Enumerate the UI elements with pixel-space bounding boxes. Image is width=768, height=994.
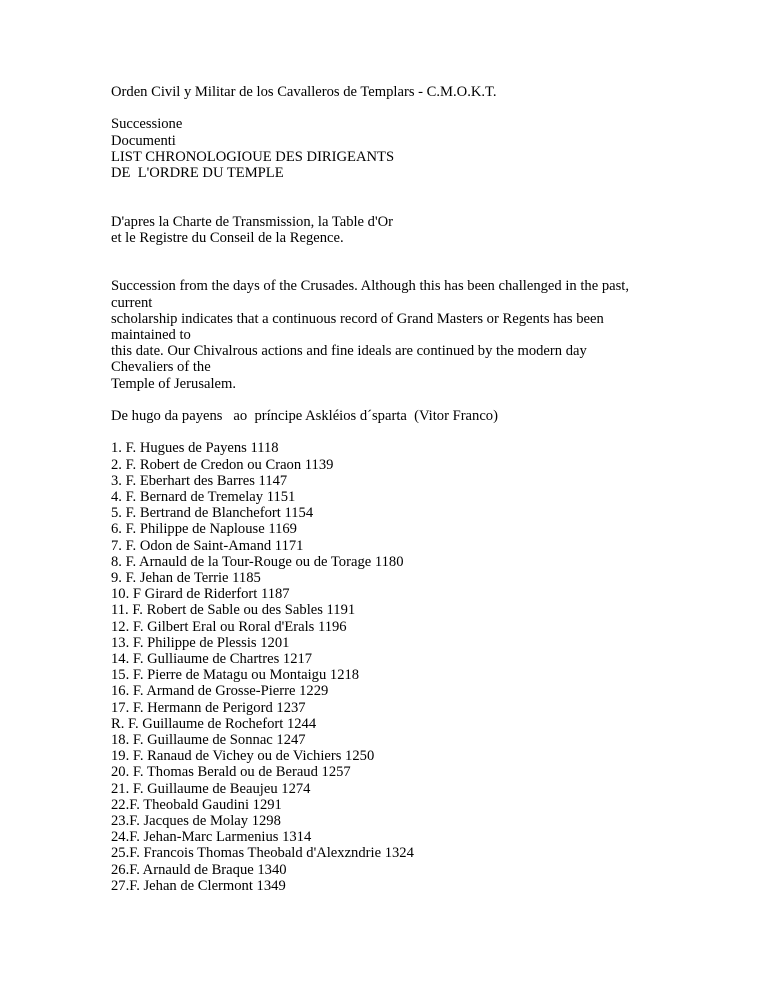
source-line: D'apres la Charte de Transmission, la Table d'Or <box>111 213 394 230</box>
spacer <box>111 246 651 278</box>
document-title: Orden Civil y Militar de los Cavalleros de Templars - C.M.O.K.T. <box>111 84 497 100</box>
list-item: 18. F. Guillaume de Sonnac 1247 <box>111 732 306 749</box>
list-item: 13. F. Philippe de Plessis 1201 <box>111 634 290 651</box>
list-item: 3. F. Eberhart des Barres 1147 <box>111 472 288 489</box>
list-item: 1. F. Hugues de Payens 1118 <box>111 440 279 457</box>
heading-line: DE L'ORDRE DU TEMPLE <box>111 165 284 181</box>
paragraph-line: Succession from the days of the Crusades. Although this has been challenged in the past, current <box>111 278 629 311</box>
list-item: 25.F. Francois Thomas Theobald d'Alexzndrie 1324 <box>111 845 414 862</box>
list-item: 10. F Girard de Riderfort 1187 <box>111 586 290 603</box>
source-line: et le Registre du Conseil de la Regence. <box>111 229 344 246</box>
list-item: 4. F. Bernard de Tremelay 1151 <box>111 489 296 505</box>
heading-line: LIST CHRONOLOGIOUE DES DIRIGEANTS <box>111 148 395 165</box>
spacer <box>111 392 651 408</box>
list-item: 22.F. Theobald Gaudini 1291 <box>111 796 282 813</box>
list-item: 2. F. Robert de Credon ou Craon 1139 <box>111 456 334 473</box>
list-item: R. F. Guillaume de Rochefort 1244 <box>111 715 317 732</box>
list-item: 20. F. Thomas Berald ou de Beraud 1257 <box>111 764 351 781</box>
list-item: 7. F. Odon de Saint-Amand 1171 <box>111 537 304 554</box>
source-block <box>111 214 651 246</box>
paragraph-line: Temple of Jerusalem. <box>111 375 237 392</box>
spacer <box>111 424 651 440</box>
list-item: 21. F. Guillaume de Beaujeu 1274 <box>111 780 311 797</box>
heading-block <box>111 116 651 181</box>
list-item: 19. F. Ranaud de Vichey ou de Vichiers 1250 <box>111 748 375 765</box>
heading-line: Successione <box>111 116 183 133</box>
list-item: 12. F. Gilbert Eral ou Roral d'Erals 1196 <box>111 618 347 635</box>
list-item: 16. F. Armand de Grosse-Pierre 1229 <box>111 683 329 700</box>
succession-paragraph <box>111 278 651 391</box>
list-item: 9. F. Jehan de Terrie 1185 <box>111 570 261 587</box>
list-item: 5. F. Bertrand de Blanchefort 1154 <box>111 505 314 522</box>
grand-masters-list <box>111 440 651 894</box>
list-item: 11. F. Robert de Sable ou des Sables 1191 <box>111 602 356 619</box>
list-item: 14. F. Gulliaume de Chartres 1217 <box>111 651 313 668</box>
list-item: 17. F. Hermann de Perigord 1237 <box>111 699 306 716</box>
paragraph-line: this date. Our Chivalrous actions and fine ideals are continued by the modern day Chevaliers of the <box>111 343 587 376</box>
list-item: 15. F. Pierre de Matagu ou Montaigu 1218 <box>111 667 360 684</box>
list-item: 23.F. Jacques de Molay 1298 <box>111 813 281 830</box>
list-item: 6. F. Philippe de Naplouse 1169 <box>111 521 297 538</box>
list-item: 24.F. Jehan-Marc Larmenius 1314 <box>111 829 312 846</box>
heading-line: Documenti <box>111 132 176 149</box>
document-page <box>111 84 651 894</box>
spacer <box>111 181 651 213</box>
spacer <box>111 100 651 116</box>
list-item: 8. F. Arnauld de la Tour-Rouge ou de Torage 1180 <box>111 553 404 570</box>
paragraph-line: scholarship indicates that a continuous record of Grand Masters or Regents has been maintained to <box>111 310 604 343</box>
list-item: 26.F. Arnauld de Braque 1340 <box>111 861 287 878</box>
list-item: 27.F. Jehan de Clermont 1349 <box>111 877 286 894</box>
subtitle: De hugo da payens ao príncipe Askléios d´sparta (Vitor Franco) <box>111 408 498 424</box>
